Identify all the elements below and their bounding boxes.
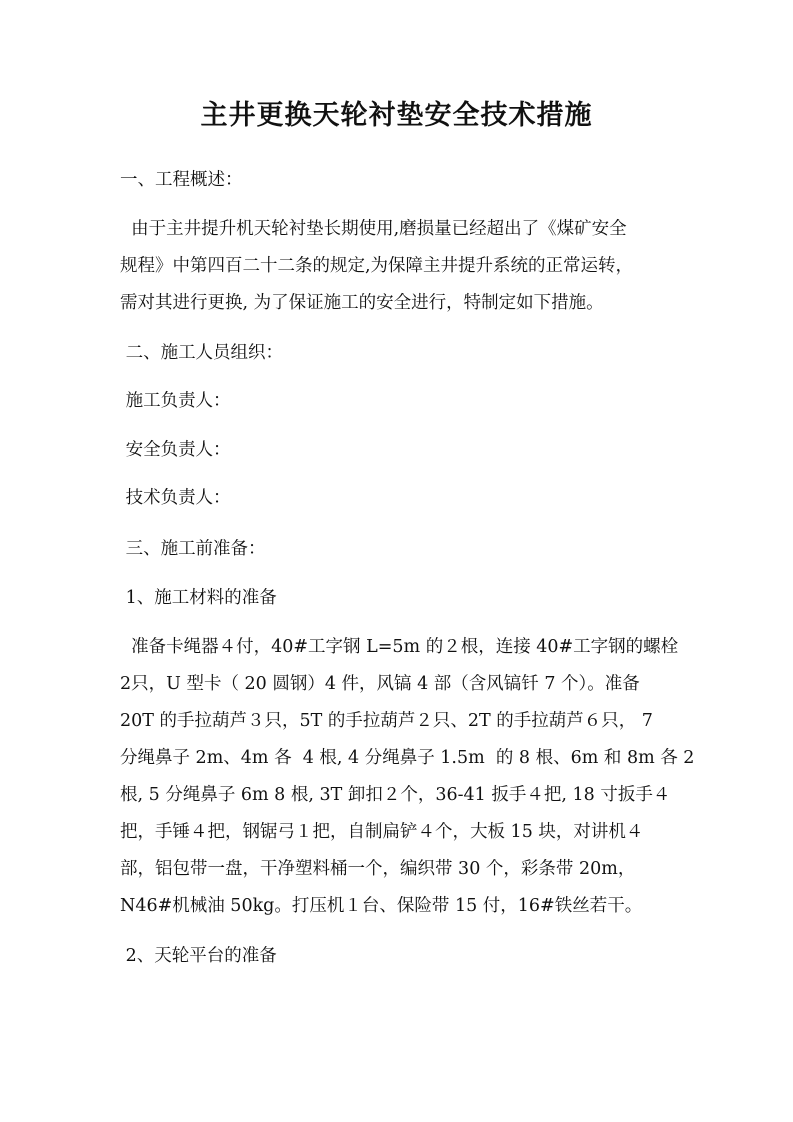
overview-paragraph-line-3: 需对其进行更换, 为了保证施工的安全进行，特制定如下措施。	[120, 293, 604, 313]
materials-line-2: 2只，U 型卡（ 20 圆钢）4 件，风镐 4 部（含风镐钎 7 个）。准备	[120, 674, 640, 694]
subheading-materials: 1、施工材料的准备	[120, 588, 277, 608]
section-heading-overview: 一、工程概述：	[120, 170, 243, 190]
section-heading-preparation: 三、施工前准备：	[120, 539, 266, 559]
materials-line-1: 准备卡绳器４付，40#工字钢 L=5m 的２根，连接 40#工字钢的螺栓	[120, 637, 679, 657]
overview-paragraph-line-2: 规程》中第四百二十二条的规定,为保障主井提升系统的正常运转，	[120, 256, 634, 276]
materials-line-7: 部，铝包带一盘，干净塑料桶一个，编织带 30 个，彩条带 20m，	[120, 859, 636, 879]
materials-line-4: 分绳鼻子 2m、4m 各 4 根, 4 分绳鼻子 1.5m 的 8 根、6m 和 8m 各 2	[120, 748, 695, 768]
materials-line-3: 20T 的手拉葫芦３只，5T 的手拉葫芦２只、2T 的手拉葫芦６只， 7	[120, 711, 653, 731]
construction-lead-label: 施工负责人：	[120, 391, 231, 411]
document-title: 主井更换天轮衬垫安全技术措施	[200, 100, 593, 131]
safety-lead-label: 安全负责人：	[120, 440, 231, 460]
technical-lead-label: 技术负责人：	[120, 488, 231, 508]
overview-paragraph-line-1: 由于主井提升机天轮衬垫长期使用,磨损量已经超出了《煤矿安全	[120, 219, 627, 239]
materials-line-6: 把，手锤４把，钢锯弓１把，自制扁铲４个，大板 15 块，对讲机４	[120, 822, 644, 842]
materials-line-8: N46#机械油 50kg。打压机１台、保险带 15 付，16#铁丝若干。	[120, 896, 643, 916]
materials-line-5: 根, 5 分绳鼻子 6m 8 根, 3T 卸扣２个，36-41 扳手４把, 18 寸扳手４	[120, 785, 671, 805]
section-heading-personnel: 二、施工人员组织：	[120, 343, 284, 363]
subheading-platform: 2、天轮平台的准备	[120, 946, 277, 966]
